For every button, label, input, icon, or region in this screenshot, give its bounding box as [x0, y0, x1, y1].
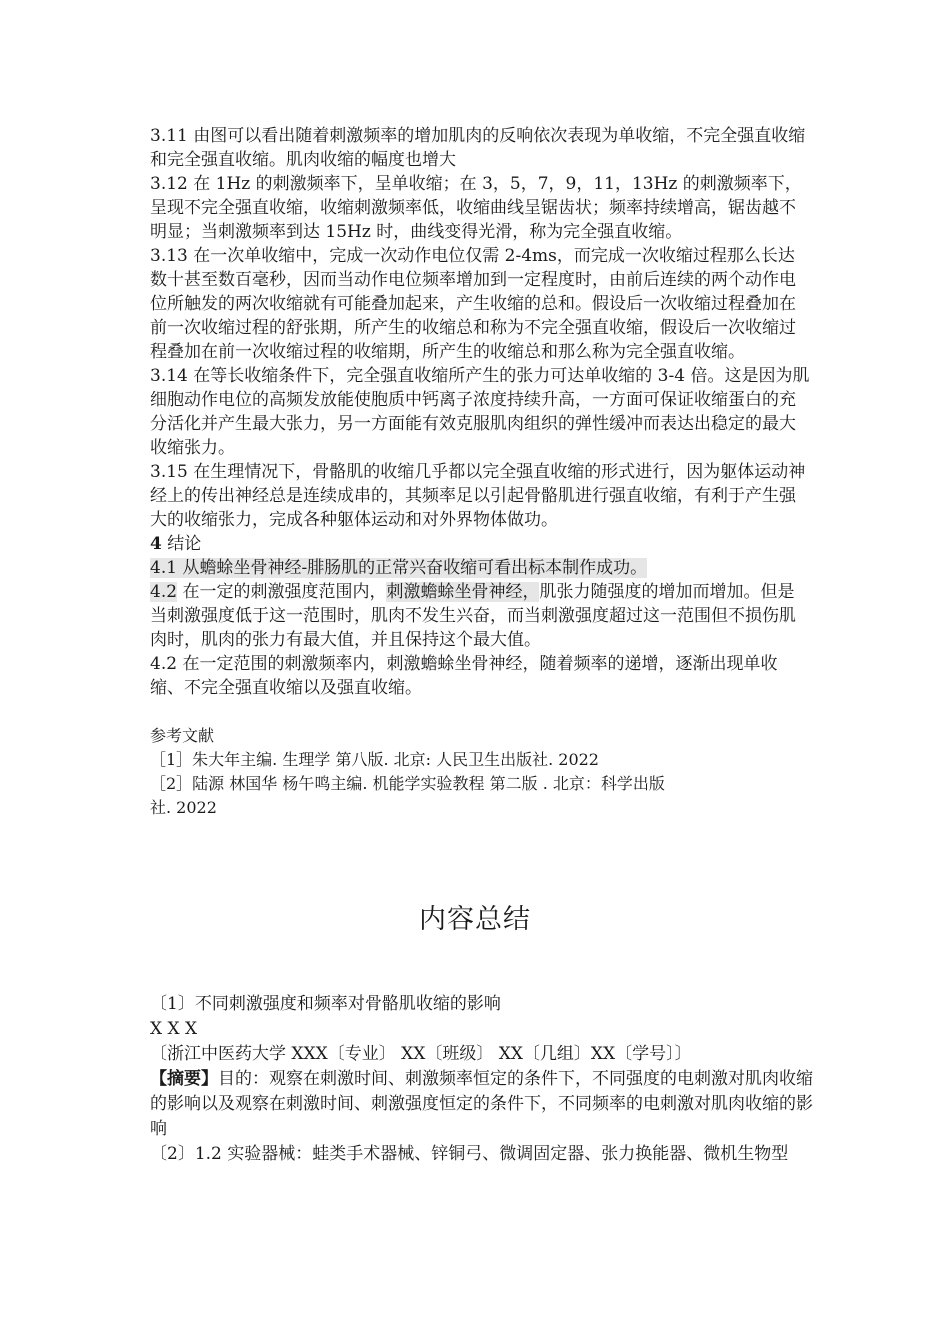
summary-author: X X X — [150, 1019, 198, 1039]
paragraph-text: 在一定的刺激强度范围内， — [177, 582, 387, 602]
abstract-label: 【摘要】 — [150, 1069, 218, 1089]
spacer — [150, 700, 810, 724]
summary-abstract — [150, 1067, 815, 1142]
reference-2-line-1: ［2］陆源 林国华 杨午鸣主编. 机能学实验教程 第二版 . 北京：科学出版 — [150, 774, 665, 793]
paragraph-3-13: 3.13 在一次单收缩中，完成一次动作电位仅需 2-4ms，而完成一次收缩过程那么长达数十甚至数百毫秒，因而当动作电位频率增加到一定程度时，由前后连续的两个动作电位所触发的两次收缩就有可能叠加起来，产生收缩的总和。假设后一次收缩过程叠加在前一次收缩过程的舒张期，所产生的收缩总和称为不完全强直收缩，假设后一次收缩过程叠加在前一次收缩过程的收缩期，所产生的收缩总和那么称为完全强直收缩。 — [150, 246, 796, 362]
summary-title: 内容总结 — [419, 904, 531, 935]
paragraph-3-12: 3.12 在 1Hz 的刺激频率下，呈单收缩；在 3，5，7，9，11，13Hz 的刺激频率下，呈现不完全强直收缩，收缩刺激频率低，收缩曲线呈锯齿状；频率持续增高，锯齿越不明显；当刺激频率到达 15Hz 时，曲线变得光滑，称为完全强直收缩。 — [150, 174, 802, 242]
paragraph-text: 肌张力随强度的增加而增加。但是当刺激强度低于这一范围时，肌肉不发生兴奋，而当刺激强度超过这一范围但不损伤肌肉时，肌肉的张力有最大值，并且保持这个最大值。 — [150, 582, 796, 650]
paragraph-3-15: 3.15 在生理情况下，骨骼肌的收缩几乎都以完全强直收缩的形式进行，因为躯体运动神经上的传出神经总是连续成串的，其频率足以引起骨骼肌进行强直收缩，有利于产生强大的收缩张力，完成各种躯体运动和对外界物体做功。 — [150, 462, 806, 530]
conclusion-heading-number: 4 — [150, 534, 162, 554]
conclusion-heading — [150, 532, 810, 556]
summary-item-1: 〔1〕不同刺激强度和频率对骨骼肌收缩的影响 — [150, 994, 501, 1014]
paragraph-4-1 — [150, 556, 810, 580]
summary-section — [150, 992, 815, 1167]
abstract-text: 目的：观察在刺激时间、刺激频率恒定的条件下，不同强度的电刺激对肌肉收缩的影响以及观察在刺激时间、刺激强度恒定的条件下，不同频率的电刺激对肌肉收缩的影响 — [150, 1069, 813, 1139]
references-section — [150, 724, 810, 820]
highlighted-text: 4.1 从蟾蜍坐骨神经-腓肠肌的正常兴奋收缩可看出标本制作成功。 — [150, 558, 648, 578]
summary-item-2: 〔2〕1.2 实验器械：蛙类手术器械、锌铜弓、微调固定器、张力换能器、微机生物型 — [150, 1144, 789, 1164]
reference-2-line-2: 社. 2022 — [150, 798, 217, 817]
conclusion-heading-text: 结论 — [161, 534, 202, 554]
paragraph-3-11: 3.11 由图可以看出随着刺激频率的增加肌肉的反响依次表现为单收缩，不完全强直收缩和完全强直收缩。肌肉收缩的幅度也增大 — [150, 126, 806, 170]
reference-1: ［1］朱大年主编. 生理学 第八版. 北京: 人民卫生出版社. 2022 — [150, 750, 599, 769]
paragraph-4-2-first — [150, 580, 810, 652]
summary-affiliation: 〔浙江中医药大学 XXX〔专业〕 XX〔班级〕 XX〔几组〕XX〔学号〕〕 — [150, 1044, 692, 1064]
paragraph-4-2-second: 4.2 在一定范围的刺激频率内，刺激蟾蜍坐骨神经，随着频率的递增，逐渐出现单收缩、不完全强直收缩以及强直收缩。 — [150, 654, 778, 698]
highlighted-number: 4.2 — [150, 582, 178, 602]
paragraph-3-14: 3.14 在等长收缩条件下，完全强直收缩所产生的张力可达单收缩的 3-4 倍。这是因为肌细胞动作电位的高频发放能使胞质中钙离子浓度持续升高，一方面可保证收缩蛋白的充分活化并产生最大张力，另一方面能有效克服肌肉组织的弹性缓冲而表达出稳定的最大收缩张力。 — [150, 366, 810, 458]
main-text — [150, 124, 810, 820]
highlighted-text: 刺激蟾蜍坐骨神经， — [386, 582, 540, 602]
references-heading: 参考文献 — [150, 726, 215, 745]
